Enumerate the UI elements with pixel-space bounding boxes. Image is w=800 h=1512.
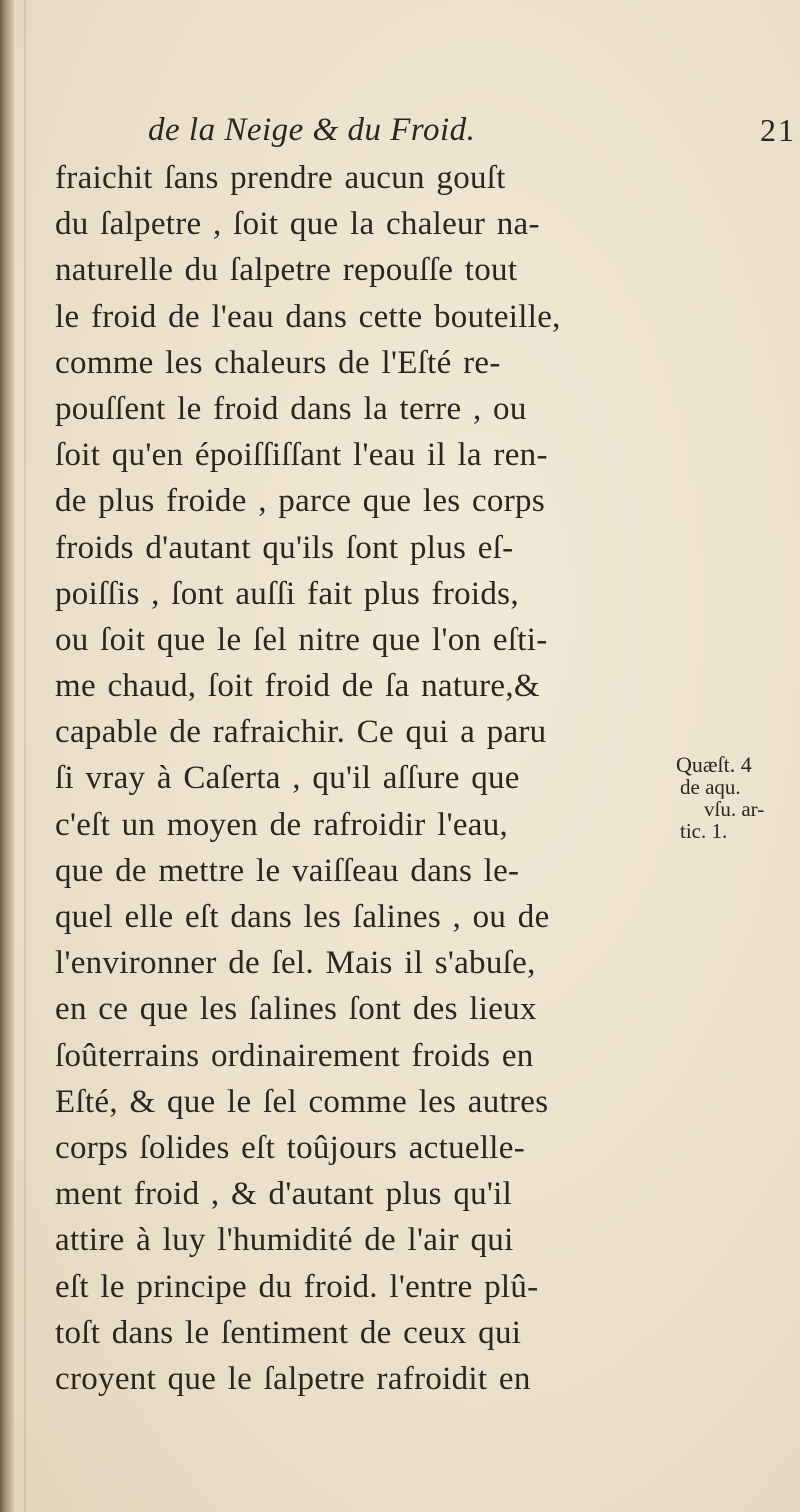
text-line: me chaud, ſoit froid de ſa nature,& bbox=[55, 668, 540, 705]
body-text bbox=[55, 155, 675, 1402]
text-line: eſt le principe du froid. l'entre plû- bbox=[55, 1268, 539, 1305]
margin-note-line: Quæſt. 4 bbox=[676, 752, 752, 777]
text-line: ou ſoit que le ſel nitre que l'on eſti- bbox=[55, 621, 548, 658]
text-line: l'environner de ſel. Mais il s'abuſe, bbox=[55, 945, 536, 982]
text-line: comme les chaleurs de l'Eſté re- bbox=[55, 344, 501, 381]
margin-note-line: vſu. ar- bbox=[704, 797, 765, 821]
gutter-shadow bbox=[24, 0, 26, 1512]
text-line: ment froid , & d'autant plus qu'il bbox=[55, 1176, 513, 1213]
text-line: croyent que le ſalpetre rafroidit en bbox=[55, 1360, 531, 1397]
text-line: corps ſolides eſt toûjours actuelle- bbox=[55, 1129, 526, 1166]
text-line: de plus froide , parce que les corps bbox=[55, 483, 545, 520]
text-line: le froid de l'eau dans cette bouteille, bbox=[55, 298, 561, 335]
text-line: fraichit ſans prendre aucun gouſt bbox=[55, 160, 506, 196]
text-line: en ce que les ſalines ſont des lieux bbox=[55, 991, 537, 1028]
text-line: attire à luy l'humidité de l'air qui bbox=[55, 1222, 514, 1259]
binding-gutter bbox=[0, 0, 14, 1512]
text-line: pouſſent le froid dans la terre , ou bbox=[55, 390, 527, 427]
text-line: toſt dans le ſentiment de ceux qui bbox=[55, 1314, 522, 1351]
margin-note-line: de aqu. bbox=[680, 775, 741, 799]
text-line: que de mettre le vaiſſeau dans le- bbox=[55, 852, 520, 889]
text-line: ſoit qu'en époiſſiſſant l'eau il la ren- bbox=[55, 437, 548, 474]
text-line: poiſſis , ſont auſſi fait plus froids, bbox=[55, 575, 519, 612]
margin-note bbox=[676, 754, 796, 842]
text-line: quel elle eſt dans les ſalines , ou de bbox=[55, 899, 550, 935]
text-line: froids d'autant qu'ils ſont plus eſ- bbox=[55, 529, 514, 566]
text-line: du ſalpetre , ſoit que la chaleur na- bbox=[55, 206, 540, 243]
running-title: de la Neige & du Froid. bbox=[148, 112, 476, 148]
text-line: Eſté, & que le ſel comme les autres bbox=[55, 1083, 549, 1120]
text-line: ſoûterrains ordinairement froids en bbox=[55, 1037, 534, 1074]
margin-note-line: tic. 1. bbox=[680, 819, 728, 843]
text-line: ſi vray à Caſerta , qu'il aſſure que bbox=[55, 760, 520, 797]
text-line: c'eſt un moyen de rafroidir l'eau, bbox=[55, 806, 509, 843]
page-header bbox=[60, 108, 800, 152]
text-line: naturelle du ſalpetre repouſſe tout bbox=[55, 252, 518, 289]
text-line: capable de rafraichir. Ce qui a paru bbox=[55, 714, 547, 751]
page-number: 21 bbox=[760, 112, 796, 148]
